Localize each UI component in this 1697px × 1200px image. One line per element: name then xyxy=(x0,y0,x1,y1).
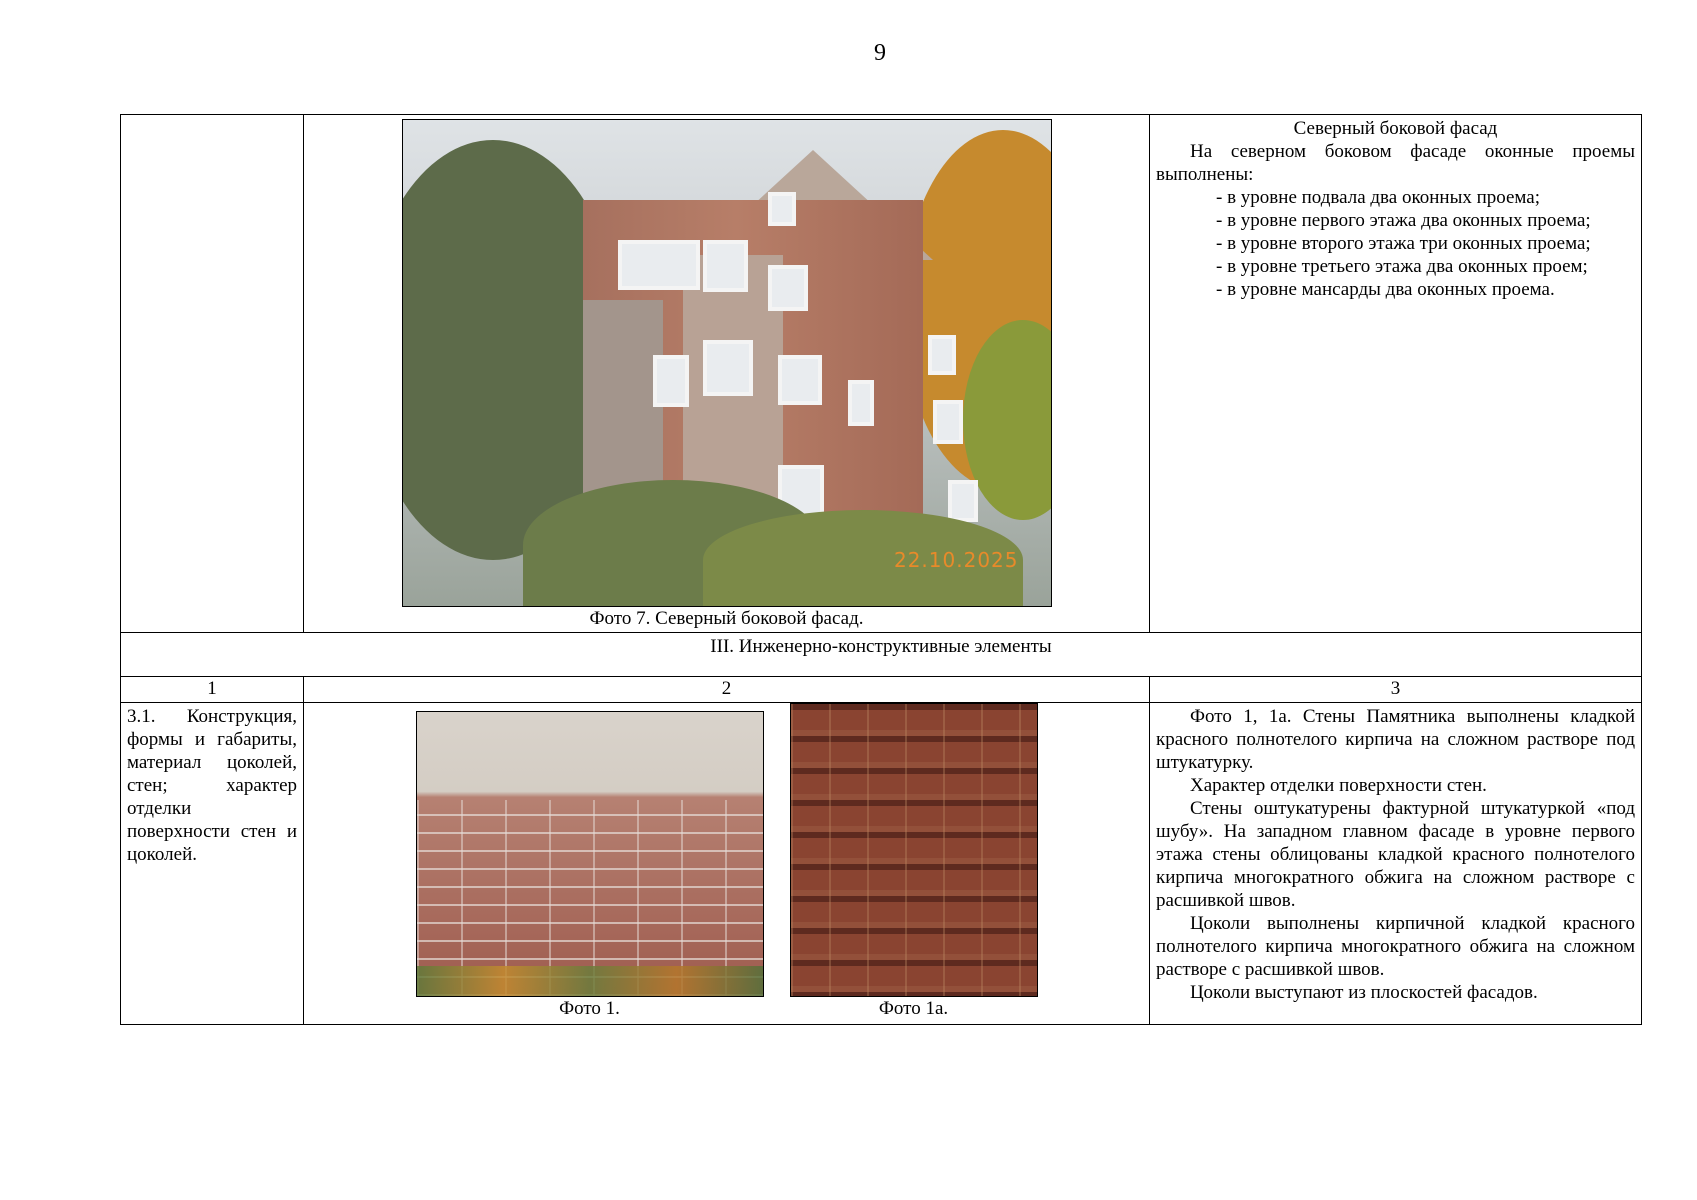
window-list-item: - в уровне третьего этажа два оконных проем; xyxy=(1216,256,1588,277)
photo-7-caption: Фото 7. Северный боковой фасад. xyxy=(589,608,864,629)
photo-1-plinth-brickwork xyxy=(416,711,764,997)
window-list-item: - в уровне второго этажа три оконных проема; xyxy=(1216,233,1591,254)
wall-description-paragraph: Цоколи выполнены кирпичной кладкой красного полнотелого кирпича многократного обжига на сложном растворе с расшивкой швов. xyxy=(1156,913,1635,980)
page-number: 9 xyxy=(874,40,886,66)
empty-label-cell xyxy=(121,115,304,633)
wall-description-paragraph: Цоколи выступают из плоскостей фасадов. xyxy=(1190,982,1538,1003)
section-title-row xyxy=(121,633,1642,677)
photo7-cell xyxy=(304,115,1150,633)
photo-7-north-facade xyxy=(402,119,1052,607)
window-list-item: - в уровне подвала два оконных проема; xyxy=(1216,187,1541,208)
wall-description-paragraph: Фото 1, 1а. Стены Памятника выполнены кладкой красного полнотелого кирпича на сложном растворе под штукатурку. xyxy=(1156,706,1635,773)
column-number-3: 3 xyxy=(1150,677,1642,703)
north-facade-intro: На северном боковом фасаде оконные проемы выполнены: xyxy=(1156,141,1635,185)
north-facade-heading: Северный боковой фасад xyxy=(1293,118,1498,139)
photo-1-caption: Фото 1. xyxy=(559,998,620,1019)
photo-1a-caption: Фото 1а. xyxy=(878,998,949,1019)
window-list-item: - в уровне первого этажа два оконных проема; xyxy=(1216,210,1591,231)
table-row-3-1 xyxy=(121,703,1642,1025)
document-table xyxy=(120,114,1642,1025)
table-row-photo7 xyxy=(121,115,1642,633)
photo-datestamp: 22.10.2025 xyxy=(893,548,1019,572)
row-3-1-photos-cell xyxy=(304,703,1150,1025)
window-list-item: - в уровне мансарды два оконных проема. xyxy=(1216,279,1555,300)
photo-1a-brick-closeup xyxy=(790,703,1038,997)
column-number-row xyxy=(121,677,1642,703)
north-facade-description-cell xyxy=(1150,115,1642,633)
column-number-2: 2 xyxy=(304,677,1150,703)
row-3-1-label-cell xyxy=(121,703,304,1025)
row-3-1-description-cell xyxy=(1150,703,1642,1025)
column-number-1: 1 xyxy=(121,677,304,703)
wall-description-paragraph: Характер отделки поверхности стен. xyxy=(1190,775,1487,796)
row-3-1-label: 3.1. Конструкция, формы и габариты, материал цоколей, стен; характер отделки поверхности стен и цоколей. xyxy=(127,706,297,865)
wall-description-paragraph: Стены оштукатурены фактурной штукатуркой «под шубу». На западном главном фасаде в уровне первого этажа стены облицованы кладкой красного полнотелого кирпича многократного обжига на сложном растворе с расшивкой швов. xyxy=(1156,798,1635,911)
section-title: III. Инженерно-конструктивные элементы xyxy=(121,633,1642,677)
